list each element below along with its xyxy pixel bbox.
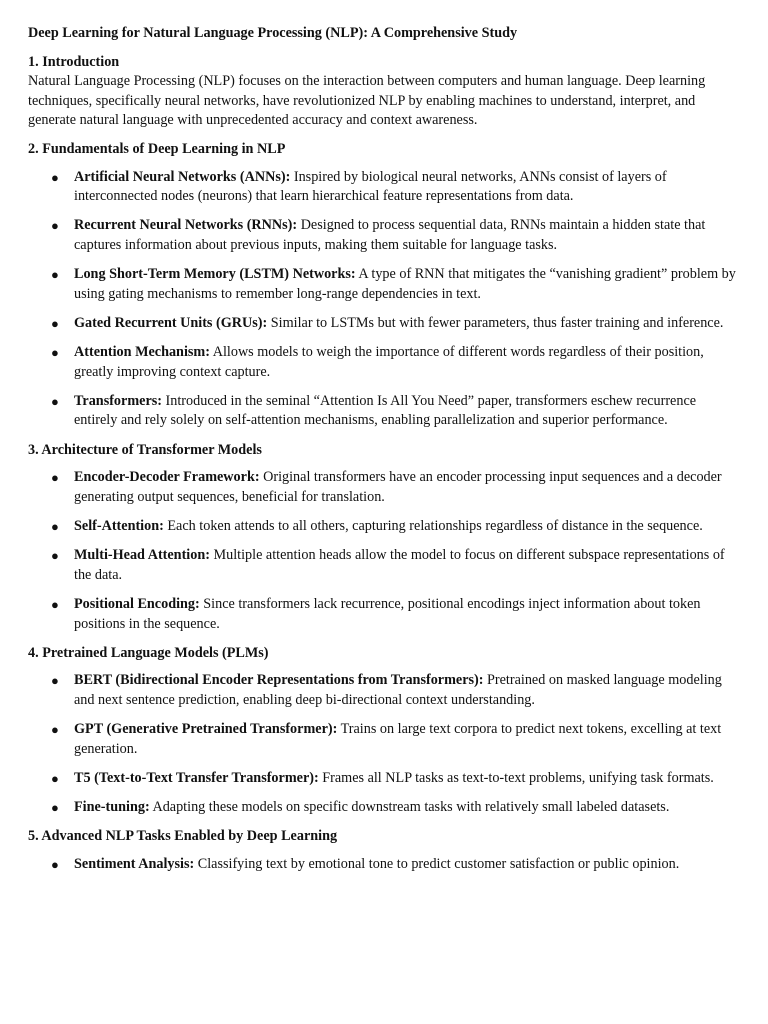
item-term: Sentiment Analysis: [74, 855, 195, 872]
item-description: A type of RNN that mitigates the “vanishing gradient” problem by using gating mechanisms to remember long-range dependencies in text. [74, 266, 736, 302]
bullet-dot-icon: ● [51, 800, 59, 816]
bullet-dot-icon: ● [51, 856, 59, 872]
item-description: Since transformers lack recurrence, positional encodings inject information about token positions in the sequence. [74, 596, 701, 632]
bullet-list [28, 468, 740, 634]
item-description: Introduced in the seminal “Attention Is All You Need” paper, transformers eschew recurrence entirely and rely solely on self-attention mechanisms, enabling parallelization and superior performance. [74, 392, 697, 429]
bullet-dot-icon: ● [51, 770, 59, 786]
list-item [28, 468, 740, 507]
section-heading: 5. Advanced NLP Tasks Enabled by Deep Learning [28, 828, 338, 845]
item-description: Inspired by biological neural networks, ANNs consist of layers of interconnected nodes (neurons) that learn hierarchical feature representations from data. [74, 168, 667, 205]
section-1 [28, 53, 740, 131]
bullet-list [28, 855, 740, 875]
section-3 [28, 441, 740, 635]
document-title: Deep Learning for Natural Language Processing (NLP): A Comprehensive Study [28, 25, 518, 41]
list-item [28, 671, 740, 710]
item-term: Transformers: [74, 392, 162, 409]
item-term: Recurrent Neural Networks (RNNs): [74, 217, 298, 234]
item-term: BERT (Bidirectional Encoder Representations from Transformers): [74, 672, 484, 689]
item-description: Trains on large text corpora to predict next tokens, excelling at text generation. [74, 721, 722, 757]
list-item [28, 168, 740, 207]
item-term: T5 (Text-to-Text Transfer Transformer): [74, 769, 319, 786]
bullet-dot-icon: ● [51, 470, 59, 486]
item-term: Fine-tuning: [74, 799, 150, 816]
bullet-list [28, 168, 740, 432]
section-heading: 1. Introduction [28, 53, 120, 70]
bullet-dot-icon: ● [51, 315, 59, 331]
section-paragraph: Natural Language Processing (NLP) focuses on the interaction between computers and human language. Deep learning techniques, specifically neural networks, have revolutionized NLP by enabling machines to understand, interpret, and generate natural language with unprecedented accuracy and context awareness. [28, 73, 706, 129]
item-description: Each token attends to all others, capturing relationships regardless of distance in the sequence. [163, 518, 703, 535]
bullet-dot-icon: ● [51, 548, 59, 564]
section-heading: 3. Architecture of Transformer Models [28, 441, 262, 458]
bullet-dot-icon: ● [51, 169, 59, 185]
list-item [28, 855, 740, 875]
list-item [28, 769, 740, 789]
bullet-dot-icon: ● [51, 345, 59, 361]
bullet-dot-icon: ● [51, 597, 59, 612]
item-term: Long Short-Term Memory (LSTM) Networks: [74, 266, 356, 283]
bullet-dot-icon: ● [51, 393, 59, 409]
section-5 [28, 827, 740, 874]
item-description: Similar to LSTMs but with fewer parameters, thus faster training and inference. [267, 314, 724, 331]
list-item [28, 720, 740, 759]
item-description: Adapting these models on specific downstream tasks with relatively small labeled datasets. [149, 799, 670, 816]
item-term: Attention Mechanism: [74, 344, 210, 361]
sections-container [28, 53, 740, 875]
bullet-dot-icon: ● [51, 673, 59, 689]
list-item [28, 546, 740, 585]
item-description: Multiple attention heads allow the model to focus on different subspace representations of the data. [74, 547, 725, 583]
list-item [28, 798, 740, 818]
list-item [28, 343, 740, 382]
item-description: Allows models to weigh the importance of different words regardless of their position, greatly improving context capture. [74, 344, 704, 380]
list-item [28, 392, 740, 431]
item-description: Classifying text by emotional tone to predict customer satisfaction or public opinion. [194, 855, 680, 872]
item-term: Gated Recurrent Units (GRUs): [74, 314, 268, 331]
item-term: Self-Attention: [74, 518, 164, 535]
list-item [28, 216, 740, 255]
item-term: Encoder-Decoder Framework: [74, 469, 260, 486]
bullet-list [28, 671, 740, 817]
item-description: Pretrained on masked language modeling and next sentence prediction, enabling deep bi-directional context understanding. [74, 672, 722, 708]
item-term: Multi-Head Attention: [74, 547, 210, 564]
bullet-dot-icon: ● [51, 218, 59, 234]
item-term: Positional Encoding: [74, 596, 200, 612]
item-description: Designed to process sequential data, RNNs maintain a hidden state that captures information about previous inputs, making them suitable for language tasks. [74, 217, 706, 253]
list-item [28, 595, 740, 634]
bullet-dot-icon: ● [51, 519, 59, 535]
list-item [28, 265, 740, 304]
item-description: Original transformers have an encoder processing input sequences and a decoder generating output sequences, beneficial for translation. [74, 469, 722, 505]
section-4 [28, 644, 740, 818]
item-term: GPT (Generative Pretrained Transformer): [74, 721, 338, 738]
bullet-dot-icon: ● [51, 722, 59, 738]
section-heading: 2. Fundamentals of Deep Learning in NLP [28, 140, 286, 157]
section-2 [28, 140, 740, 431]
list-item [28, 314, 740, 334]
section-heading: 4. Pretrained Language Models (PLMs) [28, 644, 269, 661]
item-term: Artificial Neural Networks (ANNs): [74, 168, 291, 185]
bullet-dot-icon: ● [51, 267, 59, 283]
list-item [28, 517, 740, 537]
item-description: Frames all NLP tasks as text-to-text problems, unifying task formats. [318, 769, 714, 786]
